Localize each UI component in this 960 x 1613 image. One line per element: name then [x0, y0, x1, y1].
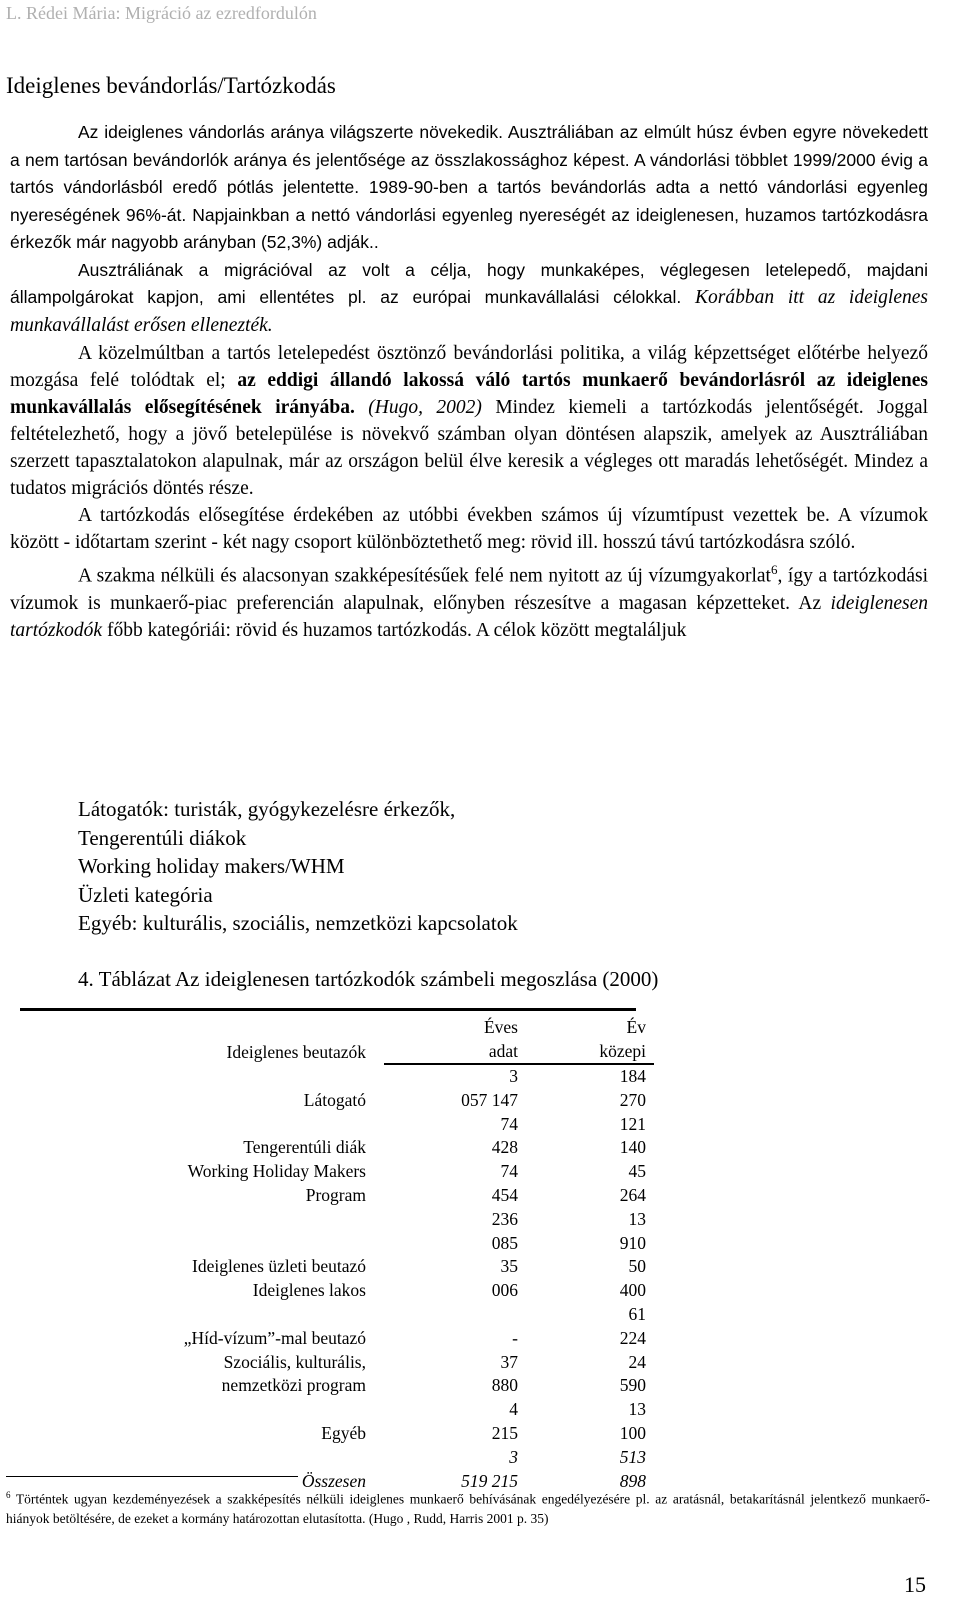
cell-midyear: 140: [619, 1137, 646, 1158]
footnote-text: Történtek ugyan kezdeményezések a szakképesítés nélküli ideiglenes munkaerő behívásának engedélyezésére pl. az aratásnál, betakarításnál jelentkező munkaerő-hiányok betöltésére, de ezeket a kormány határozottan elutasította. (Hugo , Rudd, Harris 2001 p. 35): [6, 1491, 930, 1526]
cell-gap: [366, 1398, 384, 1422]
row-label: [20, 1208, 366, 1232]
column-header-1-line2: adat: [384, 1039, 518, 1064]
paragraph-3-citation: (Hugo, 2002): [368, 397, 482, 418]
row-label: [20, 1303, 366, 1327]
table-row: [20, 1160, 654, 1184]
cell-midyear: 513: [619, 1446, 646, 1467]
paragraph-5-text-b: , így a tartózkodási vízumok is munkaerő-piac preferencián alapulnak, előnyben részesítve a magasan képzetteket. Az: [10, 565, 928, 614]
paragraph-5-italic: ideiglenesen tartózkodók: [10, 592, 929, 641]
cell-midyear: 590: [619, 1375, 646, 1396]
table-row: [20, 1089, 654, 1113]
cell-midyear: 45: [628, 1161, 646, 1182]
cell-annual: 454: [491, 1184, 518, 1205]
cell-gap: [366, 1089, 384, 1113]
paragraph-3-text-a: A közelmúltban a tartós letelepedést ösztönző bevándorlási politika, a világ képzettséget előtérbe helyező mozgása felé tolódtak el;: [10, 343, 928, 391]
cell-annual: 519 215: [461, 1470, 518, 1491]
body-text: [10, 119, 928, 644]
cell-gap: [366, 1064, 384, 1089]
table-row: [20, 1351, 654, 1375]
cell-gap: [366, 1136, 384, 1160]
paragraph-5-text-c: főbb kategóriái: rövid és huzamos tartózkodás. A célok között megtaláljuk: [106, 619, 687, 641]
table-row: [20, 1422, 654, 1446]
cell-midyear: 100: [619, 1422, 646, 1443]
row-label: Tengerentúli diák: [243, 1137, 366, 1158]
table-row: [20, 1327, 654, 1351]
paragraph-2-italic: Korábban itt az ideiglenes munkavállalást erősen ellenezték.: [10, 287, 928, 336]
table-row: [20, 1446, 654, 1470]
cell-gap: [366, 1303, 384, 1327]
cell-annual: 74: [500, 1161, 518, 1182]
list-item: Tengerentúli diákok: [78, 825, 247, 850]
cell-annual: 215: [491, 1422, 518, 1443]
column-header-1: Éves: [483, 1017, 518, 1037]
cell-midyear: 13: [628, 1208, 646, 1229]
table-header-row: [20, 1039, 654, 1064]
cell-annual: 057 147: [461, 1089, 518, 1110]
footnote-rule: [6, 1476, 298, 1477]
column-header-2-line2: közepi: [518, 1039, 654, 1064]
table-row: [20, 1374, 654, 1398]
cell-midyear: 400: [619, 1280, 646, 1301]
cell-annual: 3: [509, 1446, 518, 1467]
cell-gap: [366, 1446, 384, 1470]
running-header: L. Rédei Mária: Migráció az ezredfordulón: [6, 3, 317, 23]
cell-annual: 37: [500, 1351, 518, 1372]
row-label: Working Holiday Makers: [187, 1161, 366, 1182]
paragraph-3: [10, 340, 928, 502]
cell-annual: 35: [500, 1256, 518, 1277]
cell-midyear: 13: [628, 1399, 646, 1420]
paragraph-2: [10, 257, 928, 340]
paragraph-5: [10, 556, 928, 644]
table-header-row: [20, 1015, 654, 1039]
cell-annual: 74: [500, 1113, 518, 1134]
table-row: [20, 1279, 654, 1303]
cell-midyear: 50: [628, 1256, 646, 1277]
cell-gap: [366, 1422, 384, 1446]
row-label: Egyéb: [321, 1422, 366, 1443]
cell-midyear: 184: [619, 1066, 646, 1086]
cell-annual: 006: [491, 1280, 518, 1301]
cell-midyear: 910: [619, 1232, 646, 1253]
paragraph-3-text-b: Mindez kiemeli a tartózkodás jelentőségét. Joggal feltételezhető, hogy a jövő betelepülése is növekvő számban olyan döntésen alapszik, amelyek az Ausztráliában szerzett tapasztalatokon alapulnak, már az országon belül élve keresik a végleges ott maradás lehetőségét. Mindez a tudatos migrációs döntés része.: [10, 397, 928, 499]
footnote: [6, 1486, 930, 1528]
table-row: [20, 1113, 654, 1137]
paragraph-2-text: Ausztráliának a migrációval az volt a célja, hogy munkaképes, véglegesen letelepedő, majdani állampolgárokat kapjon, ami ellentétes pl. az európai munkavállalási célokkal.: [10, 259, 928, 307]
list-item: Látogatók: turisták, gyógykezelésre érkezők,: [78, 797, 456, 821]
cell-gap: [366, 1279, 384, 1303]
row-label: Ideiglenes üzleti beutazó: [192, 1256, 366, 1277]
cell-gap: [366, 1351, 384, 1375]
page-number: 15: [904, 1572, 926, 1597]
cell-annual: -: [512, 1327, 518, 1348]
cell-gap: [366, 1232, 384, 1256]
cell-midyear: 898: [619, 1470, 646, 1491]
cell-midyear: 24: [628, 1351, 646, 1372]
cell-annual: [384, 1303, 518, 1327]
table-row: [20, 1064, 654, 1089]
row-label: Összesen: [301, 1470, 366, 1491]
list-item: Egyéb: kulturális, szociális, nemzetközi kapcsolatok: [78, 911, 518, 935]
row-label: nemzetközi program: [221, 1375, 366, 1396]
cell-midyear: 224: [619, 1327, 646, 1348]
cell-midyear: 270: [619, 1089, 646, 1110]
cell-annual: 236: [491, 1208, 518, 1229]
row-label: [20, 1232, 366, 1256]
row-header-label: Ideiglenes beutazók: [226, 1041, 366, 1062]
row-label: „Híd-vízum”-mal beutazó: [183, 1327, 366, 1348]
table-row: [20, 1184, 654, 1208]
table-row: [20, 1232, 654, 1256]
paragraph-1: Az ideiglenes vándorlás aránya világszerte növekedik. Ausztráliában az elmúlt húsz évben egyre növekedett a nem tartósan bevándorlók aránya és jelentősége az összlakossághoz képest. A vándorlási többlet 1999/2000 évig a tartós vándorlásból eredő pótlás jelentette. 1989-90-ben a tartós bevándorlás adta a nettó vándorlási egyenleg nyereségének 96%-át. Napjainkban a nettó vándorlási egyenleg nyereségét az ideiglenesen, huzamos tartózkodásra érkezők már nagyobb arányban (52,3%) adják..: [10, 122, 928, 252]
row-label: [20, 1398, 366, 1422]
column-header-2: Év: [626, 1017, 646, 1037]
paragraph-4: A tartózkodás elősegítése érdekében az utóbbi években számos új vízumtípust vezettek be. A vízumok között - időtartam szerint - két nagy csoport különböztethető meg: rövid ill. hosszú távú tartózkodásra szóló.: [10, 505, 928, 553]
paragraph-3-bold: az eddigi állandó lakossá váló tartós munkaerő bevándorlásról az ideiglenes munkavállalás elősegítésének irányába.: [10, 370, 929, 418]
cell-gap: [366, 1160, 384, 1184]
cell-gap: [366, 1113, 384, 1137]
row-label: [20, 1446, 366, 1470]
table-row: [20, 1398, 654, 1422]
paragraph-5-text-a: A szakma nélküli és alacsonyan szakképesítésűek felé nem nyitott az új vízumgyakorlat: [78, 565, 771, 587]
cell-gap: [366, 1374, 384, 1398]
section-title: Ideiglenes bevándorlás/Tartózkodás: [6, 73, 336, 98]
cell-gap: [366, 1184, 384, 1208]
category-list: [78, 795, 518, 938]
footnote-reference[interactable]: 6: [770, 562, 778, 577]
list-item: Üzleti kategória: [78, 882, 213, 907]
table-top-rule: [20, 1008, 636, 1011]
cell-annual: 4: [509, 1399, 518, 1420]
table-row: [20, 1303, 654, 1327]
cell-annual: 880: [491, 1375, 518, 1396]
cell-gap: [366, 1327, 384, 1351]
cell-annual: 085: [491, 1232, 518, 1253]
row-label: [20, 1064, 366, 1089]
footnote-mark: 6: [6, 1490, 11, 1500]
row-label: Ideiglenes lakos: [252, 1280, 366, 1301]
cell-annual: 428: [491, 1137, 518, 1158]
table-row: [20, 1136, 654, 1160]
table-row: [20, 1255, 654, 1279]
table-row: [20, 1208, 654, 1232]
cell-annual: 3: [509, 1066, 518, 1086]
row-label: [20, 1113, 366, 1137]
cell-midyear: 264: [619, 1184, 646, 1205]
cell-gap: [366, 1255, 384, 1279]
cell-midyear: 121: [619, 1113, 646, 1134]
cell-midyear: 61: [628, 1303, 646, 1324]
cell-gap: [366, 1208, 384, 1232]
row-label: Program: [305, 1184, 366, 1205]
row-label: Látogató: [303, 1089, 366, 1110]
table-caption: 4. Táblázat Az ideiglenesen tartózkodók számbeli megoszlása (2000): [78, 967, 659, 991]
data-table: [20, 1015, 654, 1493]
list-item: Working holiday makers/WHM: [78, 854, 345, 878]
row-label: Szociális, kulturális,: [223, 1351, 366, 1372]
